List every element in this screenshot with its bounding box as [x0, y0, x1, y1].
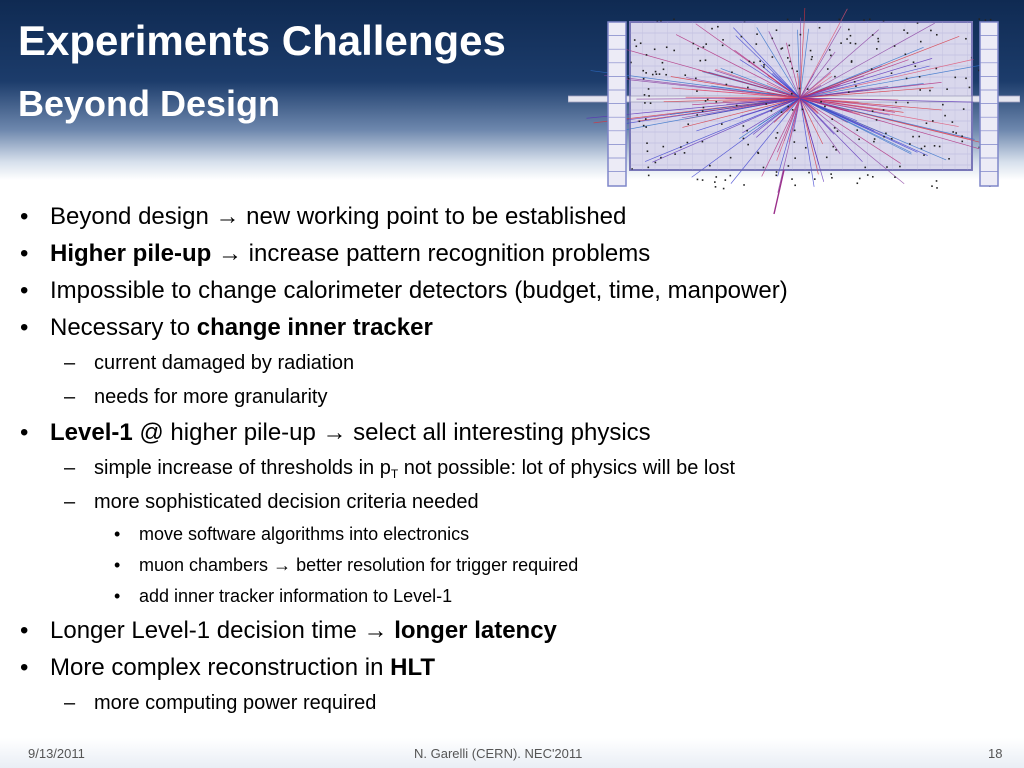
bullet-level1	[18, 235, 1008, 272]
slide-subtitle: Beyond Design	[18, 83, 281, 124]
bullet-text: add inner tracker information to Level-1	[139, 586, 453, 606]
right-arrow-icon: →	[363, 617, 388, 644]
bullet-text: @ higher pile-up	[132, 419, 323, 446]
bullet-marker: •	[114, 586, 121, 606]
bullet-level2	[18, 485, 1008, 519]
bullet-text: Beyond design	[50, 203, 216, 230]
bullet-text: new working point to be established	[239, 203, 627, 230]
bullet-marker: •	[20, 419, 29, 446]
bullet-text: needs for more granularity	[94, 386, 328, 408]
bullet-text: increase pattern recognition problems	[242, 240, 651, 267]
bold-text: longer latency	[394, 617, 557, 644]
bullet-list	[18, 198, 1008, 720]
bullet-marker: •	[114, 555, 121, 575]
bullet-text: more computing power required	[94, 692, 377, 714]
page-number: 18	[988, 746, 1003, 761]
bullet-level1	[18, 649, 1008, 686]
bullet-marker: –	[64, 457, 76, 479]
bullet-level3	[18, 581, 1008, 612]
slide-title: Experiments Challenges	[18, 17, 506, 64]
bullet-level1	[18, 612, 1008, 649]
bullet-text: select all interesting physics	[346, 419, 651, 446]
bullet-marker: •	[20, 617, 29, 644]
bullet-text: Necessary to	[50, 314, 197, 341]
right-arrow-icon: →	[273, 555, 292, 575]
bullet-text: not possible: lot of physics will be lost	[398, 457, 735, 479]
bullet-level1	[18, 309, 1008, 346]
footer-date: 9/13/2011	[28, 746, 85, 761]
collision-event-image	[568, 8, 1020, 216]
bullet-marker: –	[64, 386, 76, 408]
bullet-text: current damaged by radiation	[94, 352, 355, 374]
bullet-level1	[18, 414, 1008, 451]
bullet-text: move software algorithms into electronics	[139, 524, 470, 544]
bold-text: Level-1	[50, 419, 133, 446]
right-arrow-icon: →	[218, 240, 243, 267]
bold-text: Higher pile-up	[50, 240, 212, 267]
right-arrow-icon: →	[322, 419, 347, 446]
right-arrow-icon: →	[215, 203, 240, 230]
bullet-text: Longer Level-1 decision time	[50, 617, 364, 644]
bullet-level1	[18, 198, 1008, 235]
footer-author: N. Garelli (CERN). NEC'2011	[414, 746, 583, 761]
bullet-marker: –	[64, 692, 76, 714]
bullet-marker: •	[20, 203, 29, 230]
bullet-marker: –	[64, 491, 76, 513]
bullet-marker: •	[20, 314, 29, 341]
bullet-text: more sophisticated decision criteria needed	[94, 491, 479, 513]
bold-text: HLT	[390, 654, 436, 681]
bullet-level3	[18, 550, 1008, 581]
bullet-marker: •	[20, 277, 29, 304]
bullet-text: simple increase of thresholds in p	[94, 457, 391, 479]
bullet-level3	[18, 519, 1008, 550]
bullet-text: muon chambers	[139, 555, 274, 575]
bullet-marker: •	[114, 524, 121, 544]
bullet-marker: •	[20, 240, 29, 267]
bullet-text: T	[390, 467, 399, 481]
bullet-text	[211, 240, 218, 267]
bullet-text: Impossible to change calorimeter detectors (budget, time, manpower)	[50, 277, 788, 304]
bullet-level2	[18, 380, 1008, 414]
bullet-level2	[18, 686, 1008, 720]
bullet-text: More complex reconstruction in	[50, 654, 391, 681]
bullet-level2	[18, 346, 1008, 380]
bullet-level2	[18, 451, 1008, 485]
bullet-marker: •	[20, 654, 29, 681]
bullet-text: better resolution for trigger required	[291, 555, 579, 575]
bullet-level1	[18, 272, 1008, 309]
bold-text: change inner tracker	[196, 314, 433, 341]
bullet-marker: –	[64, 352, 76, 374]
